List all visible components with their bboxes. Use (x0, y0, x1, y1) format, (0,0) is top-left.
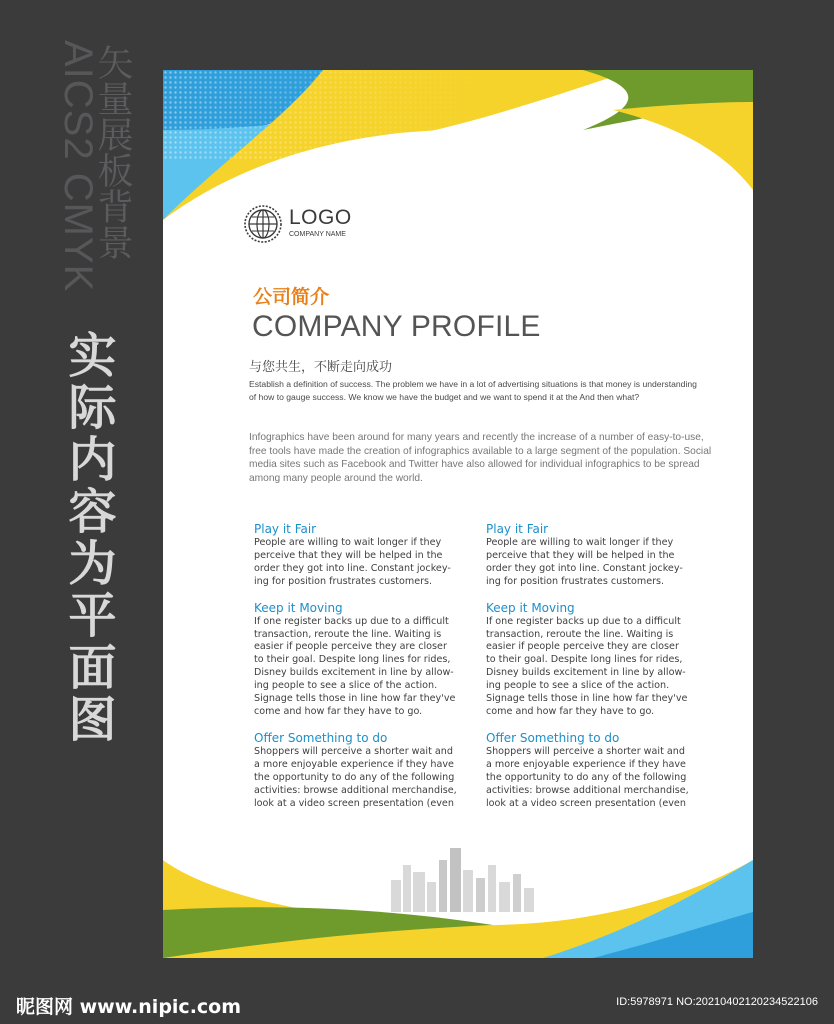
section-title: Play it Fair (486, 522, 549, 536)
slogan: 与您共生，不断走向成功 (249, 360, 393, 375)
right-column (486, 522, 701, 822)
section-title: Keep it Moving (254, 600, 343, 615)
left-column (254, 522, 469, 822)
section-title: Offer Something to do (254, 730, 388, 745)
section-title: Play it Fair (254, 522, 317, 536)
side-caption-latin: AICS2 CMYK (56, 40, 100, 293)
poster (163, 70, 753, 958)
intro-paragraph-2: Infographics have been around for many years and recently the increase of a number of easy-to-use, free tools have made the creation of infographics available to a large segment of the population. Social media sites such as Facebook and Twitter have also allowed for individual infographics to be spread among many people around the world. (249, 432, 712, 484)
site-watermark: 昵图网 www.nipic.com (16, 996, 242, 1018)
section-body: People are willing to wait longer if they perceive that they will be helped in the order they got into line. Constant jockey- ing for position frustrates customers. (486, 537, 683, 587)
section-body: If one register backs up due to a difficult transaction, reroute the line. Waiting is easier if people perceive they are closer to their goal. Despite long lines for rides, Disney builds excitement in line by allow- ing people to see a slice of the action. Signage tells those in line how far they've come and how far they have to go. (486, 615, 688, 717)
section-body: Shoppers will perceive a shorter wait and a more enjoyable experience if they have the opportunity to do any of the following activities: browse additional merchandise, look at a video screen presentation (even (254, 745, 457, 809)
section-title: Offer Something to do (486, 730, 620, 745)
section-body: Shoppers will perceive a shorter wait and a more enjoyable experience if they have the opportunity to do any of the following activities: browse additional merchandise, look at a video screen presentation (even (486, 745, 689, 809)
side-caption-cjk-small: 矢量展板背景 (92, 44, 133, 260)
english-title: COMPANY PROFILE (252, 310, 541, 343)
image-id-label: ID:5978971 NO:20210402120234522106 (616, 996, 818, 1008)
side-caption-cjk-big: 实际内容为平面图 (60, 330, 116, 746)
section-title: Keep it Moving (486, 600, 575, 615)
section-body: People are willing to wait longer if they perceive that they will be helped in the order they got into line. Constant jockey- ing for position frustrates customers. (254, 537, 451, 587)
logo-text: LOGO (289, 206, 352, 229)
logo-company-name: COMPANY NAME (289, 231, 346, 238)
chinese-title: 公司简介 (253, 286, 330, 308)
globe-icon (243, 204, 283, 244)
section-body: If one register backs up due to a difficult transaction, reroute the line. Waiting is easier if people perceive they are closer to their goal. Despite long lines for rides, Disney builds excitement in line by allow- ing people to see a slice of the action. Signage tells those in line how far they've come and how far they have to go. (254, 615, 456, 717)
intro-paragraph-1: Establish a definition of success. The problem we have in a lot of advertising situations is that money is understanding of how to gauge success. We know we have the budget and we want to spend it at the And then what? (249, 379, 697, 402)
